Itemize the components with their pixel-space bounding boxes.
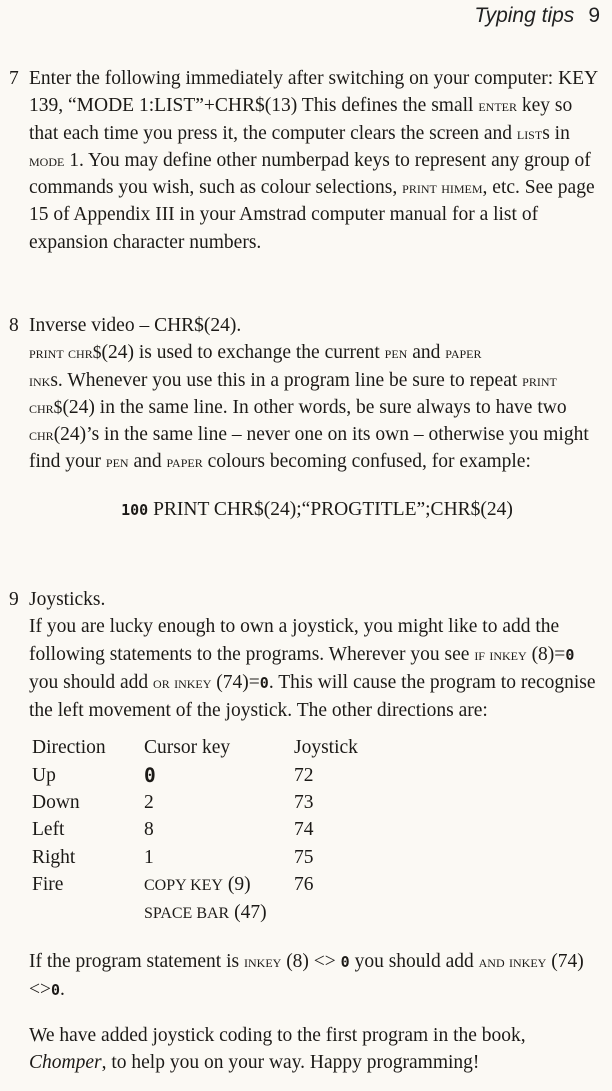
tip-9-para-3: We have added joystick coding to the first program in the book, Chomper, to help you on your way. Happy programming! bbox=[29, 1025, 526, 1074]
table-row: SPACE BAR (47) bbox=[144, 902, 267, 924]
table-row: Right 1 75 bbox=[32, 846, 314, 868]
tip-9-para-2: If the program statement is inkey (8) <> 0 you should add and inkey (74)<>0. bbox=[29, 950, 584, 1000]
tip-number: 8 bbox=[9, 315, 19, 336]
running-header bbox=[474, 4, 600, 28]
page-number: 9 bbox=[588, 4, 600, 27]
tip-7-text: Enter the following immediately after switching on your computer: KEY 139, “MODE 1:LIST”+CHR$(13) This defines the small enter key so that each time you press it, the computer clears the screen and lists in mode 1. You may define other numberpad keys to represent any group of commands you wish, such as colour selections, print himem, etc. See page 15 of Appendix III in your Amstrad computer manual for a list of expansion character numbers. bbox=[29, 68, 598, 253]
tip-9-title: Joysticks. bbox=[29, 589, 106, 610]
joystick-table bbox=[32, 734, 374, 927]
header-title: Typing tips bbox=[474, 4, 575, 27]
tip-9 bbox=[9, 586, 605, 1077]
tip-number: 9 bbox=[9, 589, 19, 610]
tip-8-text: Inverse video – CHR$(24). print chr$(24) is used to exchange the current pen and paper inks. Whenever you use this in a program line be sure to repeat print chr$(24) in the same line. In other words, be sure always to have two chr(24)’s in the same line – never one on its own – otherwise you might find your pen and paper colours becoming confused, for example: 100 PRINT CHR$(24);“PROGTITLE”;CHR$(24) bbox=[29, 312, 605, 524]
tip-9-text: Joysticks. If you are lucky enough to own a joystick, you might like to add the following statements to the programs. Wherever you see if inkey (8)=0 you should add or inkey (74)=0. This will cause the program to recognise the left movement of the joystick. The other directions are: Direction Cursor key Joystick Up 0 72 Down 2 73 Left 8 74 Right 1 75 Fire COPY KEY (9) 76 SPACE BAR (47) If the program statement is inkey (8) <> 0 you should add and inkey (74)<>0. We have added joystick coding to the first program in the book, Chomper, to help you on your way. Happy programming! bbox=[29, 586, 605, 1077]
table-row: Up 0 72 bbox=[32, 763, 314, 787]
table-row: Down 2 73 bbox=[32, 792, 314, 814]
table-header-row: Direction Cursor key Joystick bbox=[32, 737, 358, 759]
code-example: 100 PRINT CHR$(24);“PROGTITLE”;CHR$(24) bbox=[121, 498, 513, 520]
tip-number: 7 bbox=[9, 68, 19, 89]
table-row: Fire COPY KEY (9) 76 bbox=[32, 873, 314, 895]
tip-8 bbox=[9, 312, 605, 524]
tip-7 bbox=[9, 65, 605, 256]
table-row: Left 8 74 bbox=[32, 819, 314, 841]
tip-8-title: Inverse video – CHR$(24). bbox=[29, 315, 242, 336]
